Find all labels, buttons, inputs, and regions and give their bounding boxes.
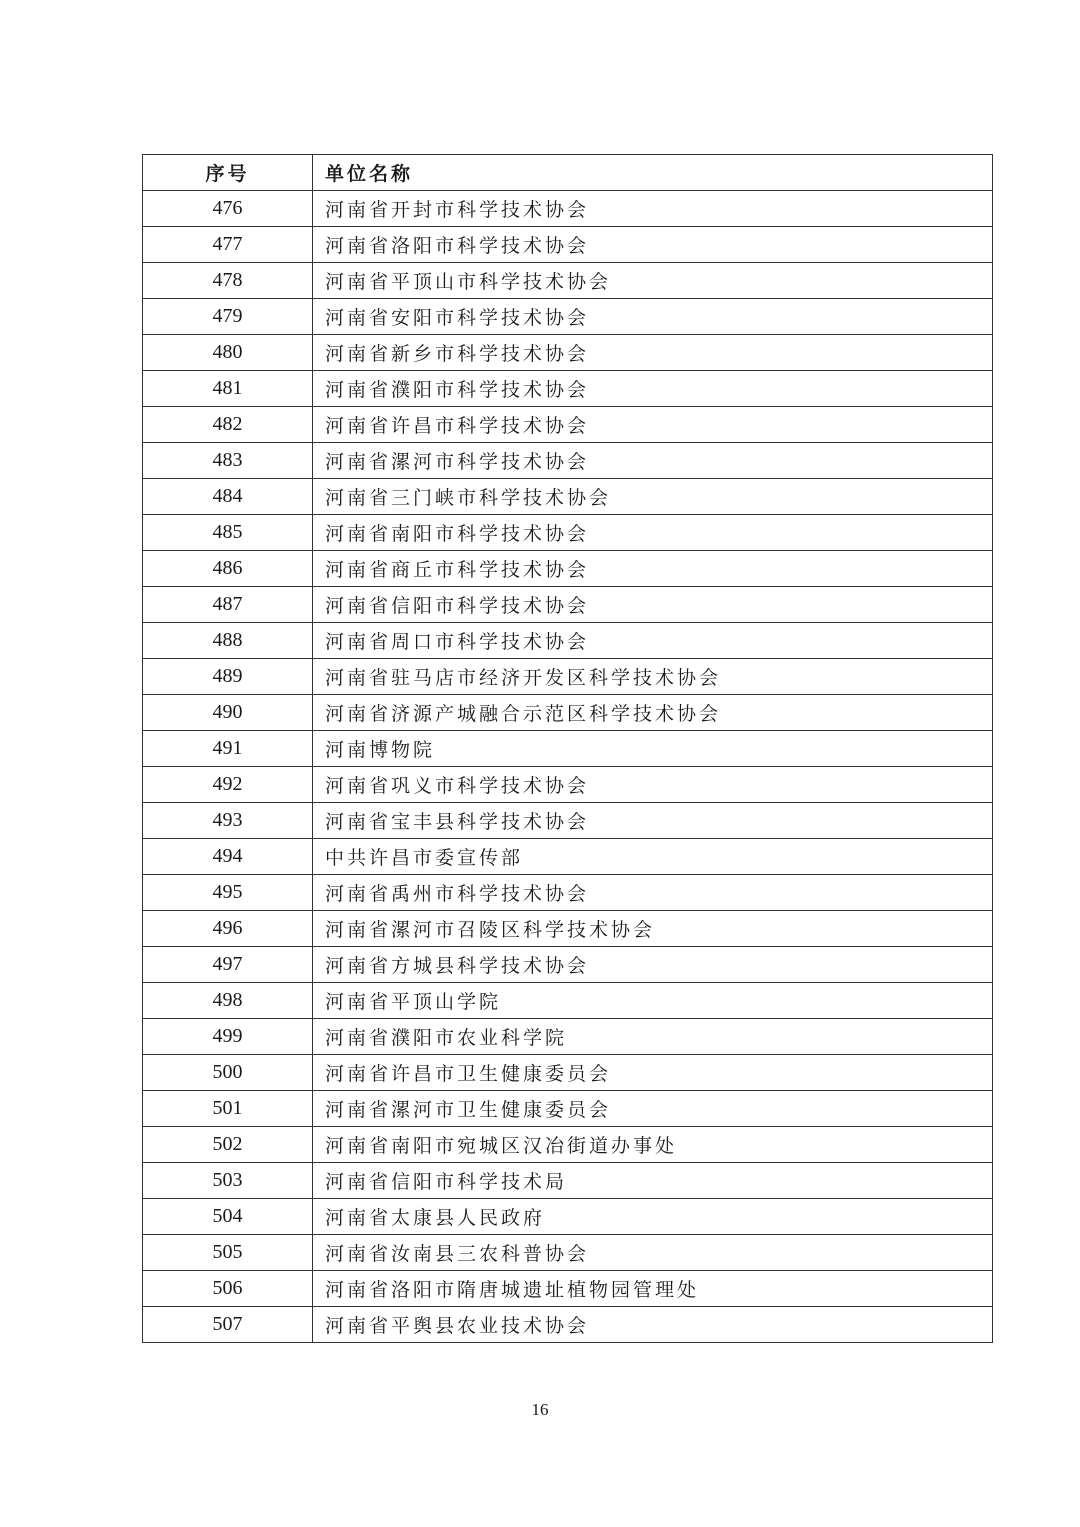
unit-name-cell: 河南省洛阳市隋唐城遗址植物园管理处 [313,1271,993,1307]
table-row [143,839,993,875]
unit-name-cell: 中共许昌市委宣传部 [313,839,993,875]
table-row [143,371,993,407]
table-row [143,515,993,551]
unit-name-cell: 河南省漯河市召陵区科学技术协会 [313,911,993,947]
serial-number-cell: 500 [143,1055,313,1091]
serial-number-cell: 477 [143,227,313,263]
table-row [143,1127,993,1163]
unit-name-cell: 河南博物院 [313,731,993,767]
unit-name-cell: 河南省信阳市科学技术局 [313,1163,993,1199]
unit-name-cell: 河南省汝南县三农科普协会 [313,1235,993,1271]
table-row [143,1163,993,1199]
serial-number-cell: 494 [143,839,313,875]
unit-name-cell: 河南省周口市科学技术协会 [313,623,993,659]
table-row [143,443,993,479]
table-row [143,947,993,983]
table-body [143,191,993,1343]
table-row [143,407,993,443]
serial-number-cell: 499 [143,1019,313,1055]
unit-name-cell: 河南省濮阳市科学技术协会 [313,371,993,407]
unit-name-cell: 河南省新乡市科学技术协会 [313,335,993,371]
serial-number-cell: 490 [143,695,313,731]
table-row [143,695,993,731]
serial-number-cell: 487 [143,587,313,623]
unit-name-cell: 河南省太康县人民政府 [313,1199,993,1235]
unit-name-cell: 河南省驻马店市经济开发区科学技术协会 [313,659,993,695]
table-row [143,1091,993,1127]
serial-number-cell: 488 [143,623,313,659]
unit-name-cell: 河南省安阳市科学技术协会 [313,299,993,335]
unit-name-cell: 河南省宝丰县科学技术协会 [313,803,993,839]
serial-number-cell: 491 [143,731,313,767]
table-row [143,263,993,299]
serial-number-cell: 481 [143,371,313,407]
table-row [143,551,993,587]
table-row [143,1307,993,1343]
table-row [143,1199,993,1235]
table-row [143,623,993,659]
table-row [143,1235,993,1271]
serial-number-cell: 493 [143,803,313,839]
unit-name-cell: 河南省许昌市科学技术协会 [313,407,993,443]
unit-name-cell: 河南省许昌市卫生健康委员会 [313,1055,993,1091]
serial-number-cell: 478 [143,263,313,299]
serial-number-cell: 485 [143,515,313,551]
unit-name-cell: 河南省信阳市科学技术协会 [313,587,993,623]
serial-number-cell: 498 [143,983,313,1019]
table-row [143,335,993,371]
table-row [143,587,993,623]
serial-number-cell: 479 [143,299,313,335]
unit-name-cell: 河南省南阳市科学技术协会 [313,515,993,551]
unit-name-cell: 河南省济源产城融合示范区科学技术协会 [313,695,993,731]
unit-name-cell: 河南省南阳市宛城区汉冶街道办事处 [313,1127,993,1163]
serial-number-cell: 497 [143,947,313,983]
unit-name-cell: 河南省方城县科学技术协会 [313,947,993,983]
table-header-row [143,155,993,191]
table-row [143,1271,993,1307]
table-row [143,227,993,263]
serial-number-cell: 496 [143,911,313,947]
unit-name-cell: 河南省开封市科学技术协会 [313,191,993,227]
unit-name-cell: 河南省三门峡市科学技术协会 [313,479,993,515]
table-row [143,983,993,1019]
unit-name-cell: 河南省平舆县农业技术协会 [313,1307,993,1343]
serial-number-cell: 480 [143,335,313,371]
unit-name-cell: 河南省漯河市科学技术协会 [313,443,993,479]
unit-name-cell: 河南省巩义市科学技术协会 [313,767,993,803]
serial-number-cell: 503 [143,1163,313,1199]
table-row [143,767,993,803]
serial-number-cell: 476 [143,191,313,227]
serial-number-cell: 486 [143,551,313,587]
table-row [143,911,993,947]
serial-number-cell: 495 [143,875,313,911]
header-unit-name: 单位名称 [313,155,993,191]
table-row [143,1055,993,1091]
table-row [143,1019,993,1055]
serial-number-cell: 489 [143,659,313,695]
unit-name-cell: 河南省漯河市卫生健康委员会 [313,1091,993,1127]
unit-name-cell: 河南省平顶山学院 [313,983,993,1019]
serial-number-cell: 506 [143,1271,313,1307]
serial-number-cell: 502 [143,1127,313,1163]
serial-number-cell: 482 [143,407,313,443]
unit-name-cell: 河南省商丘市科学技术协会 [313,551,993,587]
table-row [143,803,993,839]
table-row [143,659,993,695]
table-row [143,875,993,911]
header-serial-number: 序号 [143,155,313,191]
serial-number-cell: 505 [143,1235,313,1271]
page-number: 16 [531,1400,549,1419]
table-row [143,191,993,227]
serial-number-cell: 504 [143,1199,313,1235]
unit-name-cell: 河南省洛阳市科学技术协会 [313,227,993,263]
serial-number-cell: 484 [143,479,313,515]
table-row [143,731,993,767]
serial-number-cell: 492 [143,767,313,803]
table-row [143,479,993,515]
serial-number-cell: 483 [143,443,313,479]
table-row [143,299,993,335]
unit-name-cell: 河南省禹州市科学技术协会 [313,875,993,911]
organization-table [142,154,993,1343]
serial-number-cell: 507 [143,1307,313,1343]
serial-number-cell: 501 [143,1091,313,1127]
unit-name-cell: 河南省平顶山市科学技术协会 [313,263,993,299]
unit-name-cell: 河南省濮阳市农业科学院 [313,1019,993,1055]
